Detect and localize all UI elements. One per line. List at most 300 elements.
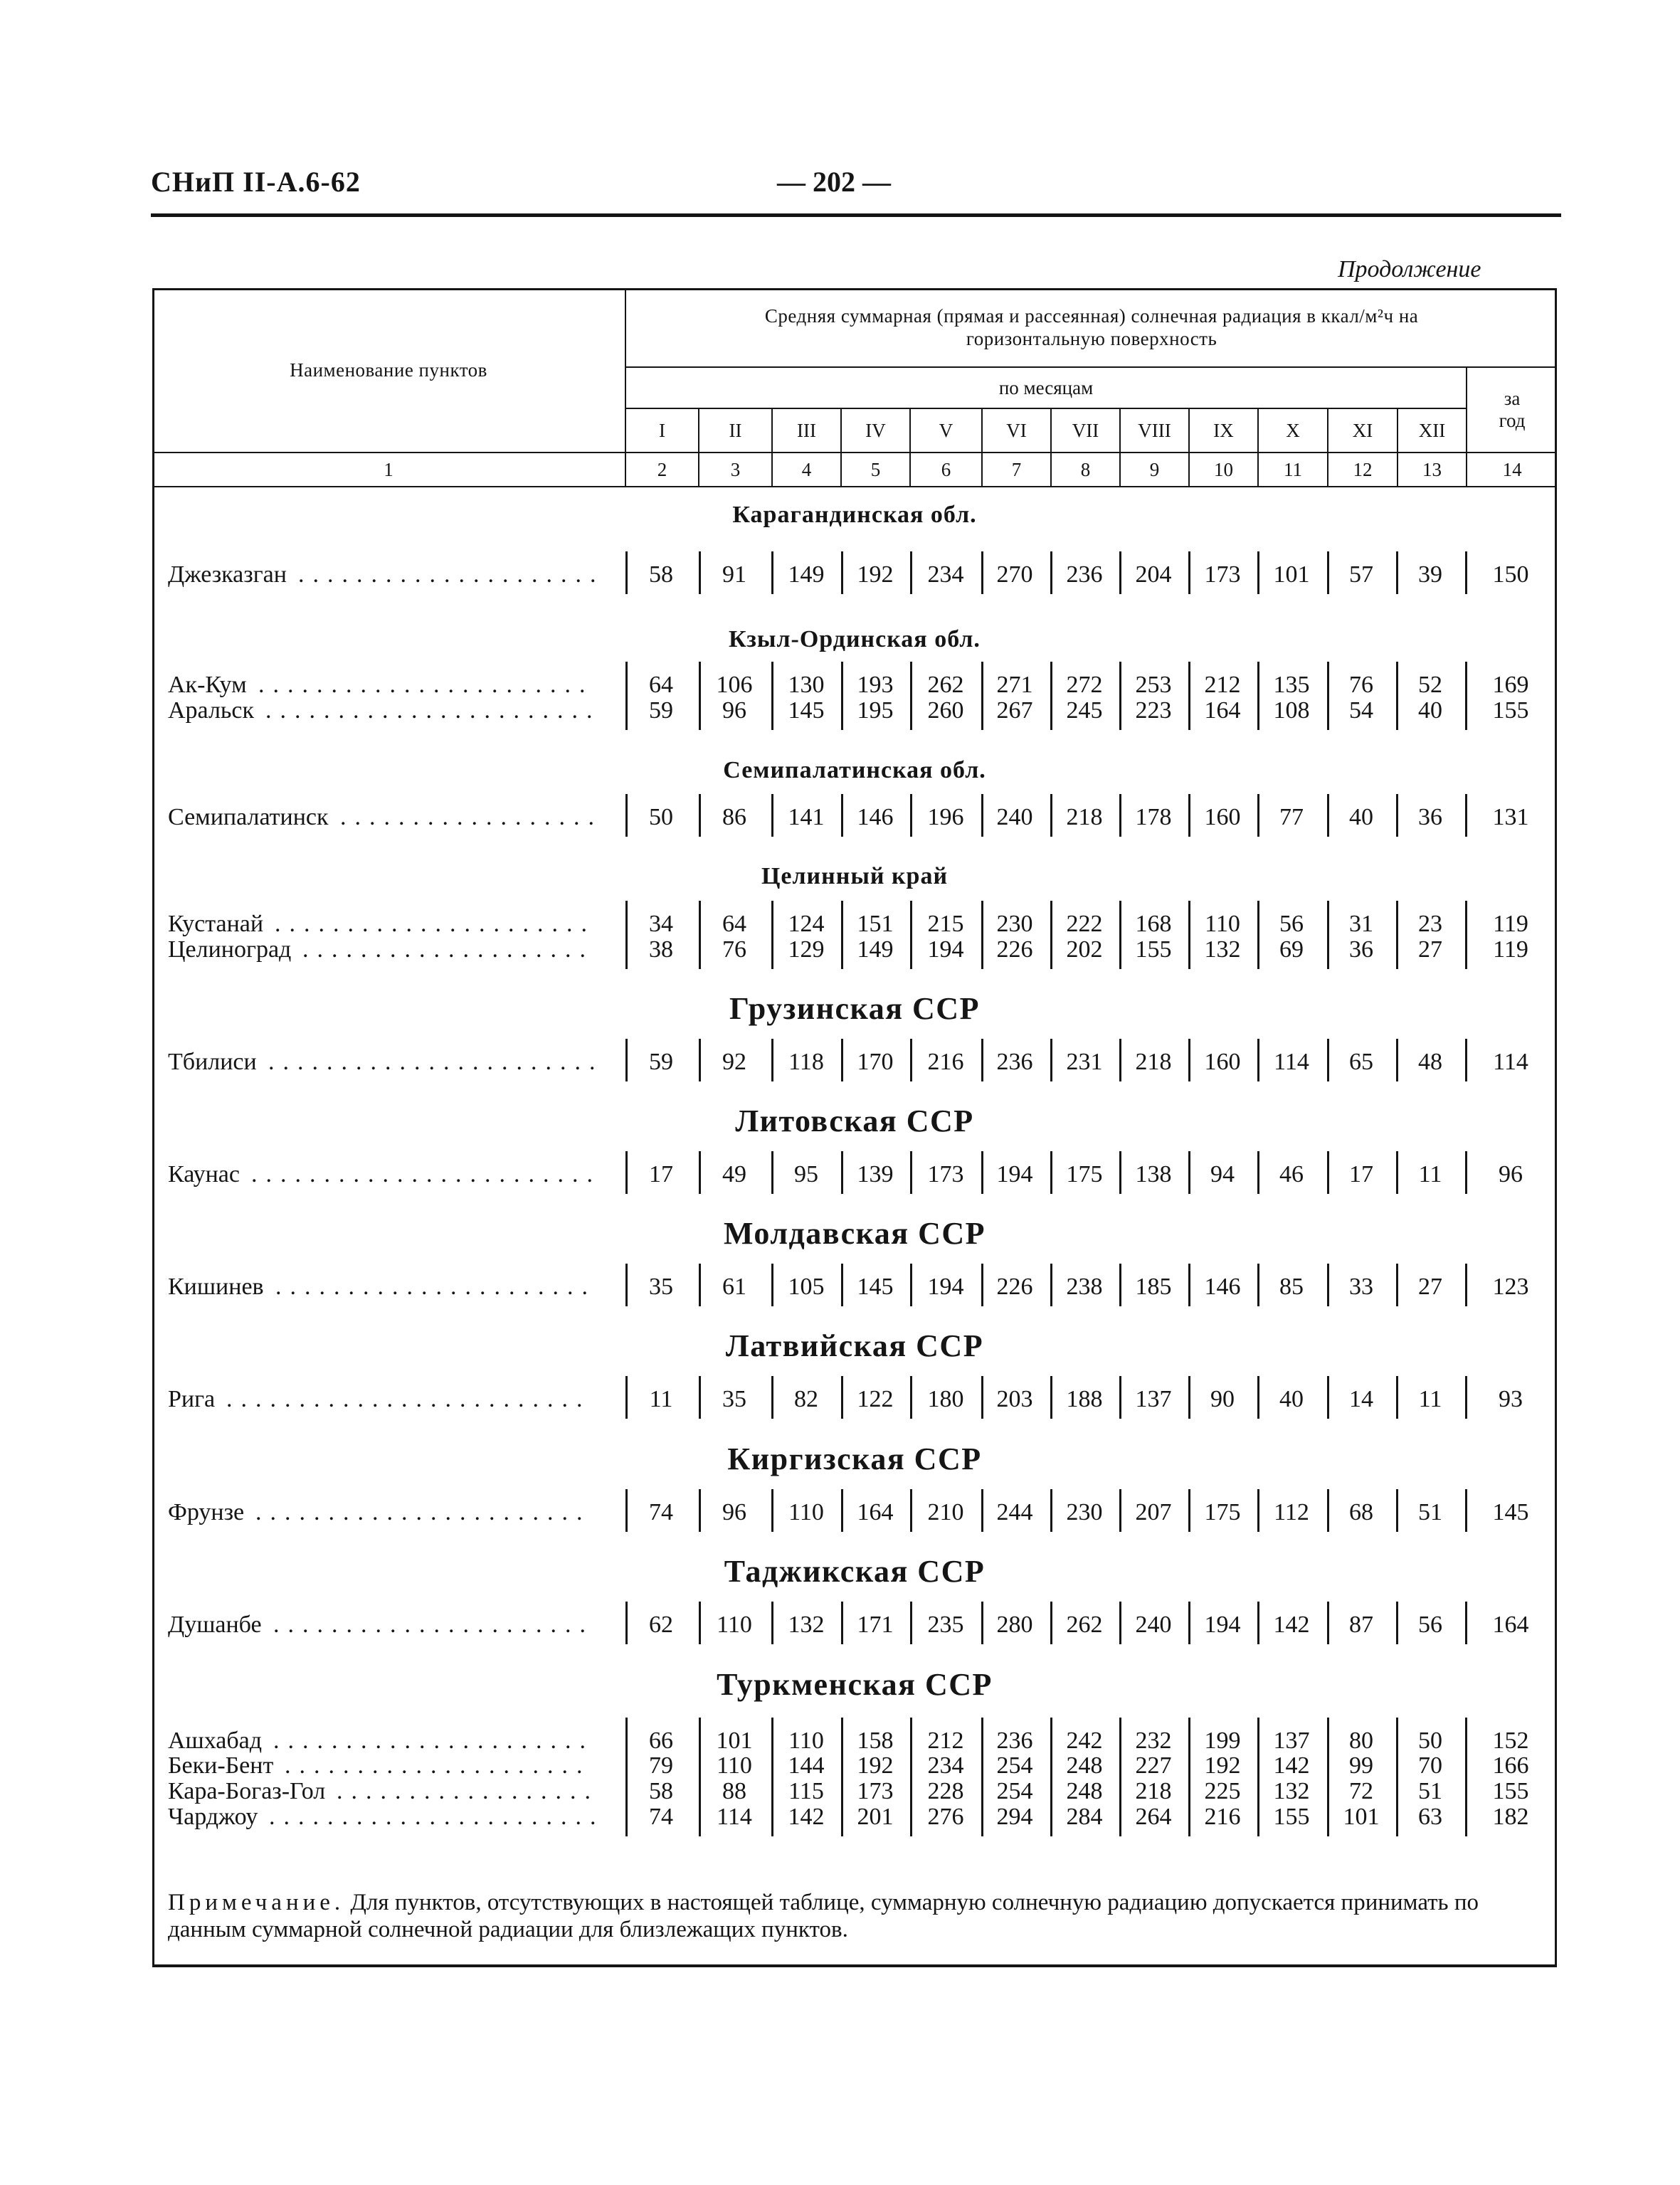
column-separator	[981, 662, 983, 730]
column-separator	[981, 551, 983, 594]
column-separator	[1050, 1718, 1052, 1836]
month-value: 236	[996, 1728, 1033, 1754]
column-separator	[1327, 794, 1329, 837]
leader-dots: .......................	[268, 1049, 604, 1075]
month-value: 137	[1135, 1386, 1172, 1412]
column-separator	[910, 1039, 912, 1081]
column-separator	[1257, 551, 1259, 594]
column-separator	[1188, 1718, 1190, 1836]
column-separator	[625, 662, 628, 730]
region-header: Литовская ССР	[735, 1104, 974, 1138]
column-separator	[910, 662, 912, 730]
column-separator	[1327, 662, 1329, 730]
column-separator	[1257, 1151, 1259, 1194]
month-value: 236	[1066, 561, 1103, 588]
month-value: 201	[857, 1804, 894, 1830]
column-separator	[1050, 794, 1052, 837]
column-separator	[841, 551, 843, 594]
column-separator	[771, 1718, 773, 1836]
column-separator	[910, 901, 912, 969]
month-value: 284	[1066, 1804, 1103, 1830]
month-value: 17	[1349, 1161, 1373, 1187]
annual-value: 150	[1492, 561, 1529, 588]
leader-dots: ....................	[302, 936, 594, 963]
column-separator	[1396, 1151, 1398, 1194]
month-value: 129	[788, 936, 825, 963]
table-bottom-border	[152, 1964, 1557, 1967]
month-value: 27	[1418, 1274, 1442, 1300]
column-separator	[1465, 901, 1467, 969]
column-separator	[841, 901, 843, 969]
column-separator	[625, 1489, 628, 1532]
leader-dots: .....................	[298, 561, 605, 588]
month-value: 68	[1349, 1499, 1373, 1525]
column-separator	[841, 1151, 843, 1194]
month-value: 254	[996, 1778, 1033, 1804]
column-separator	[981, 1151, 983, 1194]
month-value: 57	[1349, 561, 1373, 588]
month-value: 31	[1349, 911, 1373, 937]
place-name: Рига	[168, 1386, 216, 1412]
column-separator	[1396, 1489, 1398, 1532]
place-name: Джезказган	[168, 561, 287, 588]
column-number: 5	[841, 453, 910, 487]
column-separator	[1119, 1039, 1121, 1081]
column-separator	[771, 901, 773, 969]
place-name: Беки-Бент	[168, 1752, 274, 1779]
month-value: 142	[788, 1804, 825, 1830]
column-separator	[1327, 551, 1329, 594]
month-value: 108	[1273, 697, 1310, 724]
column-separator	[1050, 662, 1052, 730]
month-header: VII	[1051, 408, 1120, 453]
month-value: 118	[788, 1049, 824, 1075]
column-separator	[625, 1264, 628, 1306]
month-value: 95	[794, 1161, 818, 1187]
month-value: 199	[1204, 1728, 1241, 1754]
month-value: 56	[1279, 911, 1304, 937]
month-value: 101	[716, 1728, 753, 1754]
month-value: 235	[927, 1612, 964, 1638]
region-header: Таджикская ССР	[724, 1554, 986, 1589]
annual-value: 119	[1493, 911, 1528, 937]
month-value: 142	[1273, 1612, 1310, 1638]
column-separator	[1327, 1489, 1329, 1532]
month-value: 168	[1135, 911, 1172, 937]
place-name: Аральск	[168, 697, 255, 724]
leader-dots: .......................	[255, 1499, 591, 1525]
month-value: 234	[927, 561, 964, 588]
month-value: 173	[1204, 561, 1241, 588]
month-value: 149	[857, 936, 894, 963]
column-separator	[1396, 1264, 1398, 1306]
month-value: 141	[788, 804, 825, 830]
column-separator	[1257, 662, 1259, 730]
month-value: 192	[857, 1752, 894, 1779]
column-separator	[699, 662, 701, 730]
column-separator	[1188, 1151, 1190, 1194]
month-value: 196	[927, 804, 964, 830]
month-value: 271	[996, 672, 1033, 698]
month-value: 122	[857, 1386, 894, 1412]
column-separator	[1257, 1039, 1259, 1081]
column-separator	[981, 1376, 983, 1419]
column-separator	[841, 1264, 843, 1306]
month-value: 110	[788, 1728, 824, 1754]
column-separator	[771, 1489, 773, 1532]
month-value: 130	[788, 672, 825, 698]
place-name: Кустанай	[168, 911, 264, 937]
month-value: 139	[857, 1161, 894, 1187]
column-separator	[910, 551, 912, 594]
column-separator	[699, 1718, 701, 1836]
month-value: 212	[1204, 672, 1241, 698]
annual-header-line-2: год	[1499, 410, 1526, 431]
month-value: 99	[1349, 1752, 1373, 1779]
month-value: 76	[1349, 672, 1373, 698]
annual-value: 155	[1492, 697, 1529, 724]
table-row	[152, 1752, 1557, 1778]
column-separator	[1257, 794, 1259, 837]
month-value: 202	[1066, 936, 1103, 963]
month-value: 193	[857, 672, 894, 698]
note-text: Для пунктов, отсутствующих в настоящей таблице, суммарную солнечную радиацию допускается принимать по данным суммарной солнечной радиации для близлежащих пунктов.	[168, 1890, 1479, 1942]
month-value: 262	[1066, 1612, 1103, 1638]
month-value: 194	[1204, 1612, 1241, 1638]
leader-dots: .......................	[269, 1804, 605, 1830]
column-separator	[1050, 1151, 1052, 1194]
month-value: 82	[794, 1386, 818, 1412]
leader-dots: .......................	[265, 697, 601, 724]
column-separator	[841, 1039, 843, 1081]
month-value: 101	[1273, 561, 1310, 588]
column-separator	[1119, 551, 1121, 594]
column-separator	[1188, 1602, 1190, 1644]
month-value: 160	[1204, 804, 1241, 830]
column-separator	[981, 1039, 983, 1081]
column-separator	[841, 794, 843, 837]
month-value: 210	[927, 1499, 964, 1525]
column-separator	[981, 1602, 983, 1644]
column-separator	[841, 1602, 843, 1644]
column-separator	[910, 1376, 912, 1419]
annual-value: 131	[1492, 804, 1529, 830]
annual-value: 145	[1492, 1499, 1529, 1525]
month-value: 132	[1273, 1778, 1310, 1804]
month-value: 65	[1349, 1049, 1373, 1075]
month-value: 194	[927, 936, 964, 963]
month-value: 96	[722, 697, 746, 724]
month-value: 160	[1204, 1049, 1241, 1075]
column-separator	[1119, 1151, 1121, 1194]
month-value: 185	[1135, 1274, 1172, 1300]
month-value: 164	[857, 1499, 894, 1525]
month-value: 151	[857, 911, 894, 937]
column-separator	[625, 1718, 628, 1836]
leader-dots: .......................	[258, 672, 594, 698]
month-value: 155	[1273, 1804, 1310, 1830]
month-value: 175	[1066, 1161, 1103, 1187]
column-separator	[699, 1376, 701, 1419]
column-separator	[1327, 901, 1329, 969]
column-number: 13	[1398, 453, 1467, 487]
column-separator	[771, 551, 773, 594]
column-separator	[625, 551, 628, 594]
month-value: 91	[722, 561, 746, 588]
column-separator	[625, 1602, 628, 1644]
month-value: 144	[788, 1752, 825, 1779]
month-value: 110	[788, 1499, 824, 1525]
month-value: 216	[927, 1049, 964, 1075]
column-separator	[1119, 794, 1121, 837]
month-value: 50	[1418, 1728, 1442, 1754]
month-value: 63	[1418, 1804, 1442, 1830]
annual-value: 182	[1492, 1804, 1529, 1830]
radiation-title-line-1: Средняя суммарная (прямая и рассеянная) солнечная радиация в ккал/м²ч на	[764, 305, 1419, 327]
column-separator	[625, 794, 628, 837]
table-row	[152, 804, 1557, 830]
column-separator	[981, 1718, 983, 1836]
column-separator	[1257, 1264, 1259, 1306]
month-value: 232	[1135, 1728, 1172, 1754]
column-separator	[1119, 1718, 1121, 1836]
region-header: Карагандинская обл.	[732, 502, 977, 528]
month-value: 253	[1135, 672, 1172, 698]
month-value: 106	[716, 672, 753, 698]
month-value: 238	[1066, 1274, 1103, 1300]
column-separator	[1396, 1602, 1398, 1644]
column-separator	[1465, 1039, 1467, 1081]
annual-header	[1467, 367, 1557, 453]
month-value: 74	[649, 1804, 673, 1830]
column-separator	[910, 1151, 912, 1194]
radiation-title-header	[625, 288, 1557, 367]
month-value: 194	[927, 1274, 964, 1300]
month-value: 39	[1418, 561, 1442, 588]
column-separator	[1050, 1039, 1052, 1081]
column-separator	[1119, 1264, 1121, 1306]
column-separator	[1188, 662, 1190, 730]
month-header: XII	[1398, 408, 1467, 453]
column-separator	[841, 1718, 843, 1836]
month-value: 66	[649, 1728, 673, 1754]
month-value: 11	[1418, 1386, 1442, 1412]
column-separator	[771, 1039, 773, 1081]
month-value: 170	[857, 1049, 894, 1075]
column-separator	[910, 1718, 912, 1836]
month-value: 112	[1274, 1499, 1309, 1525]
month-value: 72	[1349, 1778, 1373, 1804]
column-separator	[1188, 551, 1190, 594]
note-lead: Примечание.	[168, 1890, 345, 1915]
place-name: Целиноград	[168, 936, 292, 963]
table-row	[152, 911, 1557, 936]
column-separator	[910, 1602, 912, 1644]
month-value: 218	[1066, 804, 1103, 830]
month-value: 215	[927, 911, 964, 937]
month-value: 230	[996, 911, 1033, 937]
month-value: 69	[1279, 936, 1304, 963]
column-separator	[1327, 1376, 1329, 1419]
column-separator	[1465, 794, 1467, 837]
leader-dots: ......................	[273, 1612, 594, 1638]
month-value: 35	[649, 1274, 673, 1300]
column-separator	[910, 794, 912, 837]
column-separator	[981, 1264, 983, 1306]
place-name: Ак-Кум	[168, 672, 247, 698]
month-value: 40	[1349, 804, 1373, 830]
month-value: 137	[1273, 1728, 1310, 1754]
annual-header-line-1: за	[1504, 388, 1521, 409]
month-value: 11	[649, 1386, 673, 1412]
month-value: 77	[1279, 804, 1304, 830]
column-separator	[981, 1489, 983, 1532]
column-separator	[1257, 1489, 1259, 1532]
month-value: 240	[1135, 1612, 1172, 1638]
month-header: IX	[1189, 408, 1258, 453]
column-separator	[1465, 1151, 1467, 1194]
column-separator	[1465, 551, 1467, 594]
leader-dots: .....................	[285, 1752, 591, 1779]
month-value: 195	[857, 697, 894, 724]
month-value: 280	[996, 1612, 1033, 1638]
place-name: Душанбе	[168, 1612, 262, 1638]
column-number: 10	[1189, 453, 1258, 487]
table-row	[152, 1499, 1557, 1525]
leader-dots: ..................	[340, 804, 603, 830]
document-code: СНиП II-А.6-62	[151, 166, 361, 198]
month-value: 34	[649, 911, 673, 937]
annual-value: 166	[1492, 1752, 1529, 1779]
column-number: 6	[910, 453, 982, 487]
column-separator	[1188, 1489, 1190, 1532]
month-value: 90	[1210, 1386, 1235, 1412]
by-month-header: по месяцам	[625, 367, 1467, 408]
page-header	[151, 165, 1561, 215]
column-separator	[699, 1151, 701, 1194]
month-header: VIII	[1120, 408, 1189, 453]
month-value: 54	[1349, 697, 1373, 724]
column-separator	[1465, 1376, 1467, 1419]
column-separator	[1396, 794, 1398, 837]
column-separator	[1327, 1264, 1329, 1306]
column-separator	[1188, 1039, 1190, 1081]
leader-dots: ......................	[275, 911, 596, 937]
column-separator	[1119, 1376, 1121, 1419]
place-name: Ашхабад	[168, 1728, 263, 1754]
month-value: 164	[1204, 697, 1241, 724]
month-header: VI	[982, 408, 1051, 453]
month-value: 145	[857, 1274, 894, 1300]
month-value: 59	[649, 697, 673, 724]
column-number: 11	[1258, 453, 1328, 487]
month-value: 101	[1343, 1804, 1380, 1830]
month-value: 180	[927, 1386, 964, 1412]
month-value: 36	[1349, 936, 1373, 963]
column-number: 2	[625, 453, 699, 487]
month-value: 225	[1204, 1778, 1241, 1804]
annual-value: 114	[1493, 1049, 1528, 1075]
annual-value: 164	[1492, 1612, 1529, 1638]
month-header: V	[910, 408, 982, 453]
table-row	[152, 1612, 1557, 1637]
month-value: 236	[996, 1049, 1033, 1075]
column-separator	[625, 901, 628, 969]
month-value: 33	[1349, 1274, 1373, 1300]
month-value: 61	[722, 1274, 746, 1300]
month-value: 218	[1135, 1778, 1172, 1804]
month-value: 226	[996, 936, 1033, 963]
column-separator	[771, 1151, 773, 1194]
month-value: 132	[1204, 936, 1241, 963]
month-value: 242	[1066, 1728, 1103, 1754]
table-row	[152, 697, 1557, 723]
month-value: 86	[722, 804, 746, 830]
month-value: 14	[1349, 1386, 1373, 1412]
region-header: Латвийская ССР	[725, 1328, 984, 1363]
month-value: 114	[1274, 1049, 1309, 1075]
column-separator	[771, 1376, 773, 1419]
month-value: 218	[1135, 1049, 1172, 1075]
month-value: 51	[1418, 1499, 1442, 1525]
place-name: Семипалатинск	[168, 804, 329, 830]
month-value: 231	[1066, 1049, 1103, 1075]
month-value: 85	[1279, 1274, 1304, 1300]
month-value: 135	[1273, 672, 1310, 698]
column-number: 9	[1120, 453, 1189, 487]
month-value: 62	[649, 1612, 673, 1638]
annual-value: 169	[1492, 672, 1529, 698]
annual-value: 119	[1493, 936, 1528, 963]
column-separator	[1119, 662, 1121, 730]
column-separator	[1465, 1718, 1467, 1836]
month-value: 23	[1418, 911, 1442, 937]
month-value: 262	[927, 672, 964, 698]
column-separator	[1465, 662, 1467, 730]
table-row	[152, 1778, 1557, 1804]
month-value: 50	[649, 804, 673, 830]
place-name: Тбилиси	[168, 1049, 257, 1075]
month-value: 46	[1279, 1161, 1304, 1187]
month-value: 194	[996, 1161, 1033, 1187]
month-value: 173	[857, 1778, 894, 1804]
column-separator	[699, 1264, 701, 1306]
column-separator	[625, 1151, 628, 1194]
month-value: 145	[788, 697, 825, 724]
annual-value: 93	[1499, 1386, 1523, 1412]
month-value: 155	[1135, 936, 1172, 963]
month-value: 105	[788, 1274, 825, 1300]
column-separator	[981, 794, 983, 837]
month-value: 270	[996, 561, 1033, 588]
month-value: 216	[1204, 1804, 1241, 1830]
month-value: 36	[1418, 804, 1442, 830]
month-value: 188	[1066, 1386, 1103, 1412]
column-separator	[699, 794, 701, 837]
column-number: 1	[152, 453, 625, 487]
month-value: 234	[927, 1752, 964, 1779]
table-row	[152, 1049, 1557, 1074]
table-note	[168, 1889, 1520, 1943]
column-separator	[1188, 901, 1190, 969]
month-value: 212	[927, 1728, 964, 1754]
column-separator	[771, 1264, 773, 1306]
column-separator	[1050, 1602, 1052, 1644]
leader-dots: ........................	[251, 1161, 601, 1187]
column-separator	[625, 1376, 628, 1419]
column-number: 12	[1328, 453, 1398, 487]
month-value: 267	[996, 697, 1033, 724]
